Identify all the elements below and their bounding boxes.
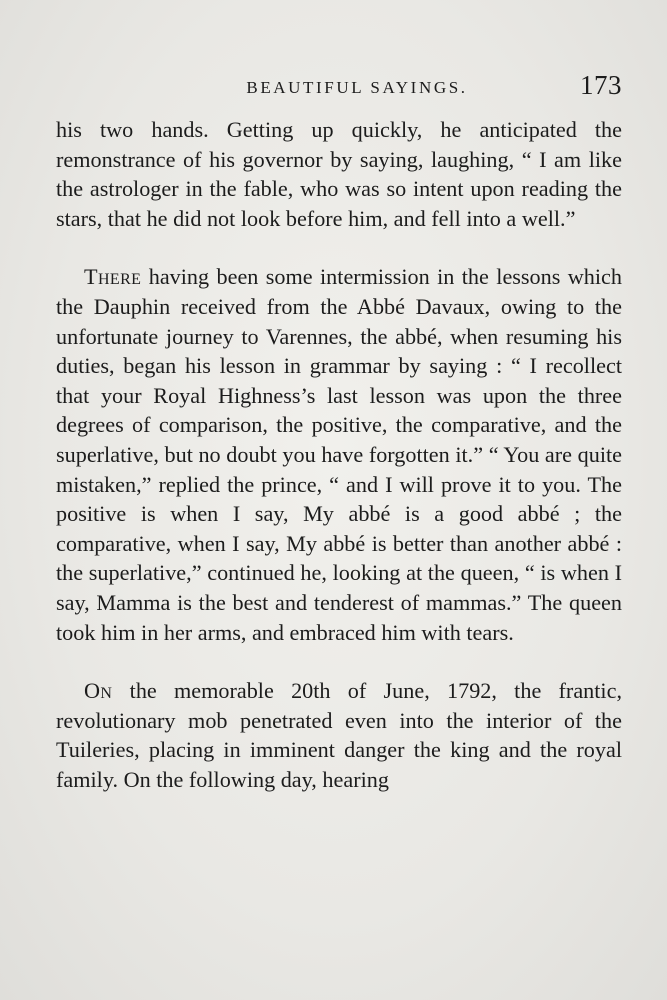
paragraph-dauphin-lesson <box>56 262 622 647</box>
page-header <box>56 72 622 106</box>
paragraph-text: the memorable 20th of June, 1792, the frantic, revolutionary mob penetrated even into the interior of the Tuileries, placing in imminent danger the king and the royal family. On the following day, hearing <box>56 678 622 792</box>
paragraph-tuileries <box>56 676 622 794</box>
paragraph-text: having been some intermission in the lessons which the Dauphin received from the Abbé Davaux, owing to the unfortunate journey to Varennes, the abbé, when resuming his duties, began his lesson in grammar by saying : “ I recollect that your Royal Highness’s last lesson was upon the three degrees of comparison, the positive, the comparative, and the superlative, but no doubt you have forgotten it.” “ You are quite mistaken,” replied the prince, “ and I will prove it to you. The positive is when I say, My abbé is a good abbé ; the comparative, when I say, My abbé is better than another abbé : the superlative,” continued he, looking at the queen, “ is when I say, Mamma is the best and tenderest of mammas.” The queen took him in her arms, and embraced him with tears. <box>56 264 622 645</box>
paragraph-lead-word: There <box>84 264 142 290</box>
running-title: BEAUTIFUL SAYINGS. <box>246 78 468 97</box>
page-number: 173 <box>580 70 622 100</box>
paragraph-continuation <box>56 115 622 233</box>
paragraph-lead-word: On <box>84 678 113 704</box>
body-text <box>56 115 622 794</box>
paragraph-text: his two hands. Getting up quickly, he anticipated the remonstrance of his governor by saying, laughing, “ I am like the astrologer in the fable, who was so intent upon reading the stars, that he did not look before him, and fell into a well.” <box>56 117 622 231</box>
